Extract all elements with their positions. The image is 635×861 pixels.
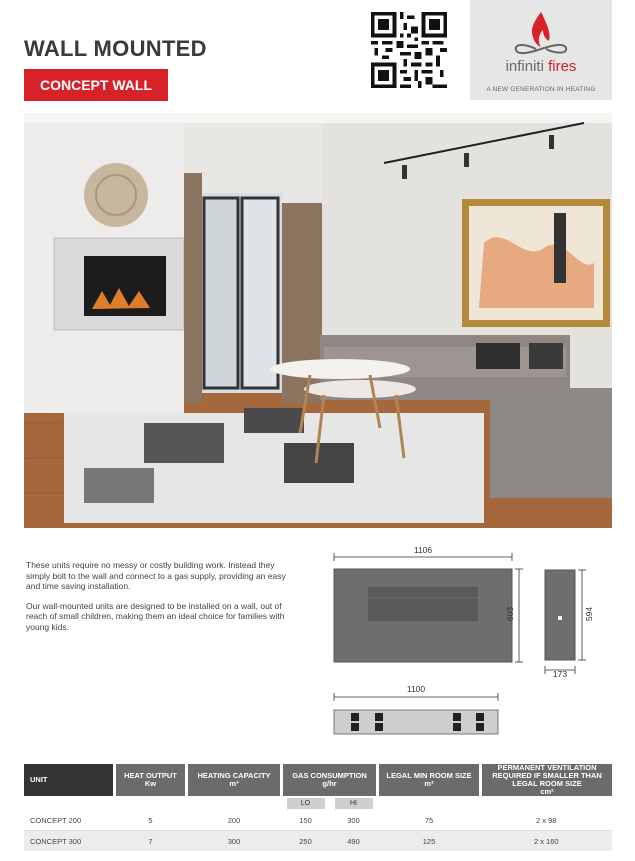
living-room-photo bbox=[24, 113, 612, 528]
product-description bbox=[26, 560, 286, 641]
cell-unit: CONCEPT 200 bbox=[24, 810, 115, 831]
table-header-row bbox=[24, 764, 612, 796]
col-heating-capacity: HEATING CAPACITY m³ bbox=[187, 764, 282, 796]
description-paragraph-2: Our wall-mounted units are designed to be installed on a wall, out of reach of small children, making them an ideal choice for families with young kids. bbox=[26, 600, 285, 632]
qr-code bbox=[371, 12, 447, 88]
page-title: WALL MOUNTED bbox=[24, 36, 207, 61]
cell-gas-lo: 250 bbox=[282, 831, 330, 852]
cell-output: 7 bbox=[115, 831, 187, 852]
col-heat-output: HEAT OUTPUT Kw bbox=[115, 764, 187, 796]
cell-gas-hi: 490 bbox=[330, 831, 378, 852]
brand-name: infiniti bbox=[505, 58, 544, 75]
col-room-size: LEGAL MIN ROOM SIZE m³ bbox=[378, 764, 481, 796]
depth-label: 173 bbox=[552, 669, 568, 679]
cell-room-size: 75 bbox=[378, 810, 481, 831]
table-row bbox=[24, 810, 612, 831]
cell-room-size: 125 bbox=[378, 831, 481, 852]
width-label: 1106 bbox=[413, 545, 433, 555]
description-paragraph-1: These units require no messy or costly building work. Instead they simply bolt to the wall and connect to a gas supply, providing an easy and time saving installation. bbox=[26, 560, 286, 591]
cell-ventilation: 2 x 98 bbox=[481, 810, 613, 831]
flame-icon bbox=[506, 8, 576, 58]
cell-capacity: 200 bbox=[187, 810, 282, 831]
cell-ventilation: 2 x 160 bbox=[481, 831, 613, 852]
col-ventilation: PERMANENT VENTILATION REQUIRED IF SMALLER THAN LEGAL ROOM SIZE cm² bbox=[481, 764, 613, 796]
cell-unit: CONCEPT 300 bbox=[24, 831, 115, 852]
col-unit: UNIT bbox=[24, 764, 115, 796]
cell-gas-lo: 150 bbox=[282, 810, 330, 831]
cell-capacity: 300 bbox=[187, 831, 282, 852]
table-row bbox=[24, 831, 612, 852]
spec-table bbox=[24, 764, 612, 851]
cell-gas-hi: 300 bbox=[330, 810, 378, 831]
col-gas-consumption: GAS CONSUMPTION g/hr bbox=[282, 764, 378, 796]
brand-logo bbox=[470, 0, 612, 100]
side-height-label: 594 bbox=[584, 606, 594, 622]
brand-name-accent: fires bbox=[548, 58, 577, 75]
bracket-width-label: 1100 bbox=[406, 684, 426, 694]
cell-output: 5 bbox=[115, 810, 187, 831]
table-subheader-row bbox=[24, 796, 612, 810]
dimension-drawing bbox=[320, 542, 620, 742]
col-gas-hi: HI bbox=[335, 798, 373, 809]
col-gas-lo: LO bbox=[287, 798, 325, 809]
brand-tagline: A NEW GENERATION IN HEATING bbox=[486, 86, 596, 93]
height-label: 603 bbox=[505, 606, 515, 622]
model-tag: CONCEPT WALL bbox=[24, 69, 168, 101]
